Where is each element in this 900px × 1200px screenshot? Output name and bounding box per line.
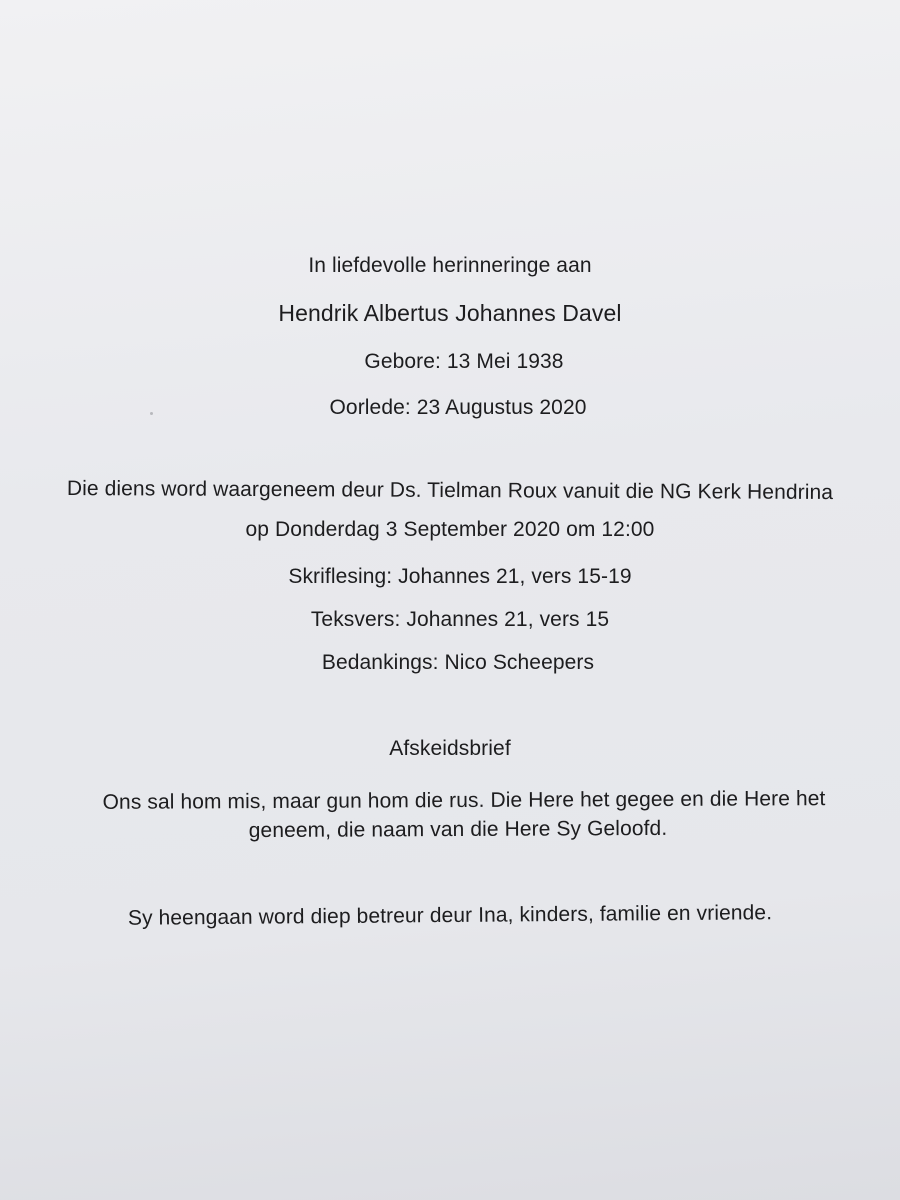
farewell-line-1: Ons sal hom mis, maar gun hom die rus. Die Here het gegee en die Here het [102, 787, 826, 814]
service-line-1: Die diens word waargeneem deur Ds. Tielman Roux vanuit die NG Kerk Hendrina [66, 476, 834, 505]
birth-date: Gebore: 13 Mei 1938 [364, 350, 564, 373]
memorial-heading: In liefdevolle herinneringe aan [308, 254, 592, 277]
service-line-2: op Donderdag 3 September 2020 om 12:00 [245, 518, 655, 541]
scripture-reading: Skriflesing: Johannes 21, vers 15-19 [288, 565, 632, 588]
farewell-title: Afskeidsbrief [389, 737, 511, 760]
mourned-by: Sy heengaan word diep betreur deur Ina, kinders, familie en vriende. [127, 901, 773, 930]
thanks-line: Bedankings: Nico Scheepers [321, 651, 595, 674]
text-verse: Teksvers: Johannes 21, vers 15 [310, 608, 610, 631]
farewell-line-2: geneem, die naam van die Here Sy Geloofd. [248, 816, 668, 843]
deceased-name: Hendrik Albertus Johannes Davel [278, 300, 622, 326]
death-date: Oorlede: 23 Augustus 2020 [329, 396, 587, 419]
